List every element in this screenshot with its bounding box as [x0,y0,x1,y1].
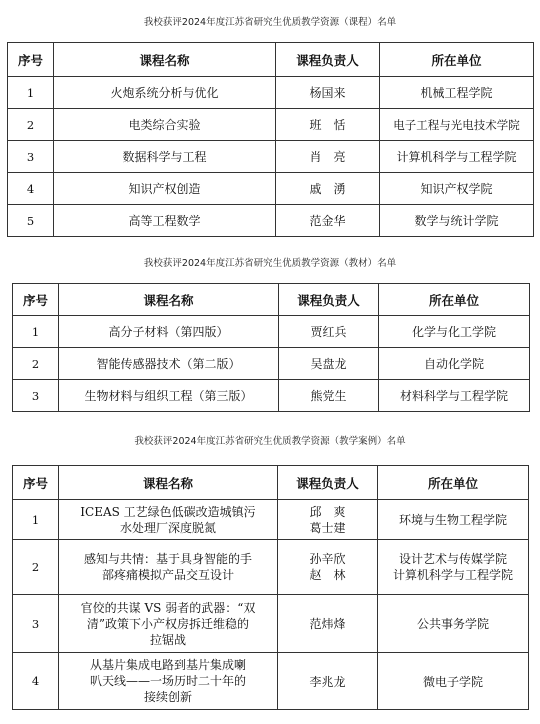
cell-unit: 公共事务学院 [378,595,529,653]
header-no: 序号 [8,43,54,77]
cell-no: 1 [8,77,54,109]
cell-unit [378,540,529,595]
table-row [8,205,534,237]
cell-no: 1 [13,500,59,540]
cell-no: 2 [13,540,59,595]
course-name-line: 接续创新 [143,690,192,704]
header-no: 序号 [13,284,59,316]
cell-leader: 肖 亮 [276,141,380,173]
table-row [8,77,534,109]
table-row [13,380,530,412]
cell-leader: 戚 湧 [276,173,380,205]
table-row [13,500,529,540]
table-header-row [8,43,534,77]
cell-course-name: 智能传感器技术（第二版） [59,348,279,380]
cell-no: 3 [13,380,59,412]
cell-course-name: 数据科学与工程 [54,141,276,173]
cell-course-name: 高分子材料（第四版） [59,316,279,348]
header-leader: 课程负责人 [278,466,378,500]
cell-no: 4 [13,653,59,710]
cell-leader: 杨国来 [276,77,380,109]
unit-line: 设计艺术与传媒学院 [398,552,507,566]
course-name-line: 拉锯战 [149,632,186,647]
cell-course-name: 生物材料与组织工程（第三版） [59,380,279,412]
cell-unit: 自动化学院 [379,348,530,380]
table-header-row [13,466,529,500]
courses-table [7,42,534,237]
cell-no: 3 [13,595,59,653]
header-course-name: 课程名称 [59,466,278,500]
cell-no: 5 [8,205,54,237]
header-unit: 所在单位 [380,43,534,77]
unit-line: 计算机科学与工程学院 [392,568,513,582]
cell-course-name: 知识产权创造 [54,173,276,205]
leader-line: 孙辛欣 [309,552,346,566]
course-name-line: 官佼的共谋 VS 弱者的武器：“双 [80,600,256,615]
cases-table [12,465,529,710]
cell-leader: 贾红兵 [279,316,379,348]
header-course-name: 课程名称 [54,43,276,77]
cell-leader: 李兆龙 [278,653,378,710]
cell-unit: 计算机科学与工程学院 [380,141,534,173]
cell-course-name: 电类综合实验 [54,109,276,141]
course-name-line: 感知与共情：基于具身智能的手 [83,552,252,566]
table-row [13,348,530,380]
cell-unit: 机械工程学院 [380,77,534,109]
course-name-line: 从基片集成电路到基片集成喇 [89,658,246,672]
cell-unit: 材料科学与工程学院 [379,380,530,412]
cell-no: 3 [8,141,54,173]
course-name-line: ICEAS 工艺绿色低碳改造城镇污 [80,504,256,519]
table-row [13,540,529,595]
cell-leader: 班 恬 [276,109,380,141]
cell-course-name [59,595,278,653]
cell-leader [278,500,378,540]
cell-no: 4 [8,173,54,205]
header-no: 序号 [13,466,59,500]
cell-unit: 化学与化工学院 [379,316,530,348]
cell-no: 2 [8,109,54,141]
course-name-line: 水处理厂深度脱氮 [119,520,216,535]
table-row [13,653,529,710]
cell-unit: 电子工程与光电技术学院 [380,109,534,141]
course-name-line: 叭天线——一场历时二十年的 [89,674,246,688]
cell-unit: 知识产权学院 [380,173,534,205]
cell-course-name: 火炮系统分析与优化 [54,77,276,109]
table-row [13,595,529,653]
cell-leader [278,540,378,595]
cell-course-name [59,653,278,710]
cell-course-name: 高等工程数学 [54,205,276,237]
table-header-row [13,284,530,316]
cell-leader: 范炜烽 [278,595,378,653]
header-unit: 所在单位 [379,284,530,316]
section-title-cases: 我校获评2024年度江苏省研究生优质教学资源（教学案例）名单 [134,436,406,447]
header-course-name: 课程名称 [59,284,279,316]
cell-course-name [59,500,278,540]
table-row [8,109,534,141]
leader-line: 邱 爽 [309,504,346,519]
section-title-textbooks: 我校获评2024年度江苏省研究生优质教学资源（教材）名单 [143,258,397,269]
cell-leader: 熊党生 [279,380,379,412]
course-name-line: 清”政策下小产权房拆迁维稳的 [86,616,250,631]
cell-no: 2 [13,348,59,380]
textbooks-table [12,283,530,412]
leader-line: 赵 林 [309,568,346,582]
header-leader: 课程负责人 [276,43,380,77]
cell-unit: 环境与生物工程学院 [378,500,529,540]
header-unit: 所在单位 [378,466,529,500]
table-row [13,316,530,348]
cell-course-name [59,540,278,595]
cell-leader: 范金华 [276,205,380,237]
section-title-courses: 我校获评2024年度江苏省研究生优质教学资源（课程）名单 [143,17,397,28]
leader-line: 葛士建 [309,520,346,535]
cell-unit: 数学与统计学院 [380,205,534,237]
header-leader: 课程负责人 [279,284,379,316]
table-row [8,141,534,173]
course-name-line: 部疼痛模拟产品交互设计 [101,568,234,582]
cell-leader: 吴盘龙 [279,348,379,380]
cell-no: 1 [13,316,59,348]
cell-unit: 微电子学院 [378,653,529,710]
table-row [8,173,534,205]
